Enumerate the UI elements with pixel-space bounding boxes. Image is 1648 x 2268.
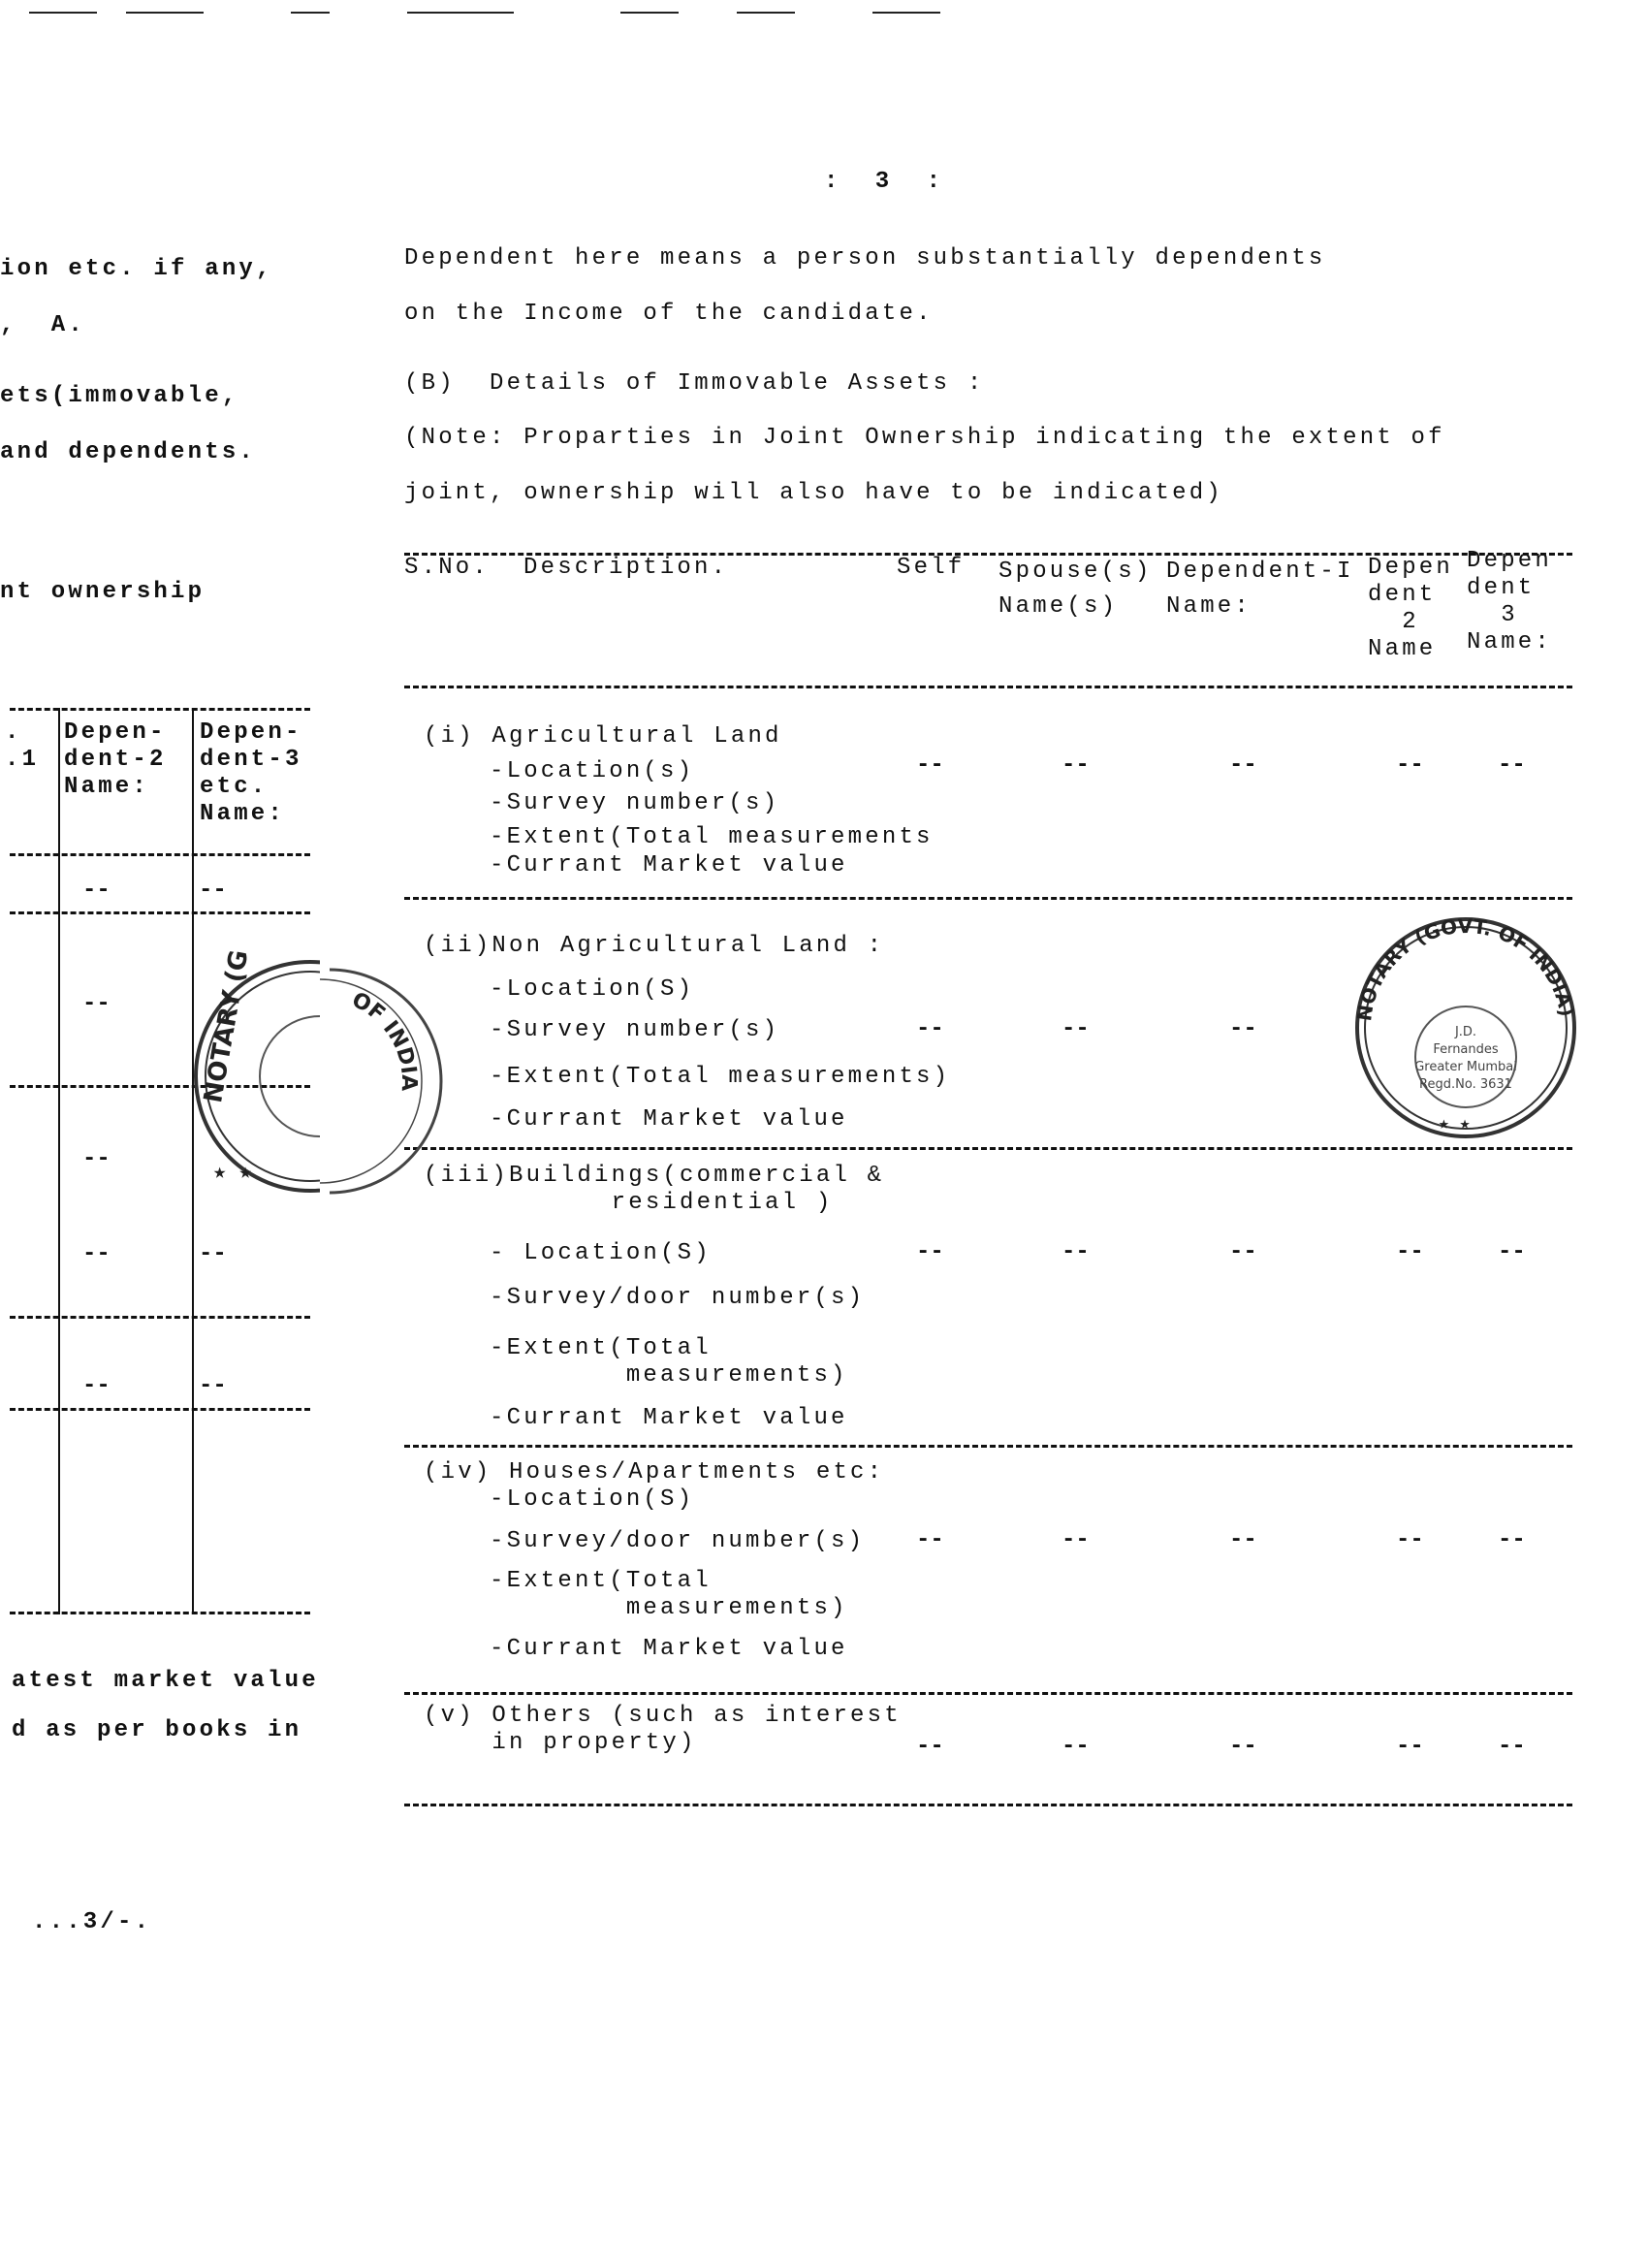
empty-value: -- <box>199 1373 227 1399</box>
left-footer-line: atest market value <box>12 1668 319 1694</box>
scan-line <box>737 12 795 14</box>
empty-value: -- <box>1062 1527 1090 1553</box>
stamp-ring-text: NOTARY (GOVT. OF INDIA) <box>1352 913 1579 1023</box>
empty-value: -- <box>82 878 111 904</box>
note-line: joint, ownership will also have to be indicated) <box>404 480 1223 506</box>
svg-text:Greater Mumbai: Greater Mumbai <box>1414 1060 1517 1074</box>
row-divider <box>404 897 1572 900</box>
section-title: (iii)Buildings(commercial & residential ) <box>424 1163 885 1216</box>
section-item: -Currant Market value <box>490 1636 848 1662</box>
section-item: -Extent(Total measurements) <box>490 1335 848 1389</box>
left-table-divider <box>10 853 310 856</box>
empty-value: -- <box>1062 1239 1090 1265</box>
section-title: (B) Details of Immovable Assets : <box>404 370 985 397</box>
intro-line: Dependent here means a person substantially dependents <box>404 245 1326 272</box>
empty-value: -- <box>1229 1239 1257 1265</box>
header-sno: S.No. <box>404 555 491 581</box>
section-title: (ii)Non Agricultural Land : <box>424 933 885 959</box>
page-continuation: ...3/-. <box>32 1909 152 1935</box>
left-table-divider <box>10 708 310 711</box>
section-item: -Currant Market value <box>490 1106 848 1133</box>
empty-value: -- <box>1396 1734 1424 1760</box>
empty-value: -- <box>916 1734 944 1760</box>
empty-value: -- <box>1396 1527 1424 1553</box>
section-item: -Location(s) <box>490 758 695 784</box>
section-item: -Extent(Total measurements) <box>490 1064 951 1090</box>
empty-value: -- <box>1396 752 1424 779</box>
empty-value: -- <box>1229 1527 1257 1553</box>
empty-value: -- <box>1229 1734 1257 1760</box>
left-table-column-line <box>58 708 60 1614</box>
empty-value: -- <box>82 1373 111 1399</box>
empty-value: -- <box>916 752 944 779</box>
left-text-line: nt ownership <box>0 579 206 605</box>
left-table-divider <box>10 1612 310 1614</box>
left-table-header: Depen- dent-3 etc. Name: <box>200 719 302 827</box>
empty-value: -- <box>916 1527 944 1553</box>
svg-text:NOTARY (G: NOTARY (G <box>199 947 255 1105</box>
svg-text:Fernandes: Fernandes <box>1433 1042 1499 1057</box>
svg-text:Regd.No. 3631: Regd.No. 3631 <box>1419 1077 1512 1092</box>
empty-value: -- <box>1498 1734 1526 1760</box>
scan-line <box>29 12 97 14</box>
empty-value: -- <box>1229 1016 1257 1042</box>
svg-text:★ ★: ★ ★ <box>213 1161 252 1185</box>
empty-value: -- <box>1498 1527 1526 1553</box>
row-divider <box>404 1692 1572 1695</box>
row-divider <box>404 1147 1572 1150</box>
scan-line <box>872 12 940 14</box>
header-dependent-3: Depen dent 3 Name: <box>1467 548 1553 655</box>
svg-text:OF INDIA: OF INDIA <box>347 987 422 1092</box>
left-text-line: , A. <box>0 312 86 338</box>
empty-value: -- <box>1062 752 1090 779</box>
svg-text:J.D.: J.D. <box>1454 1025 1477 1039</box>
table-header-rule <box>404 686 1572 688</box>
left-table-header: Depen- dent-2 Name: <box>64 719 167 800</box>
empty-value: -- <box>199 1241 227 1267</box>
row-divider <box>404 1445 1572 1448</box>
note-line: (Note: Proparties in Joint Ownership indicating the extent of <box>404 425 1445 451</box>
empty-value: -- <box>916 1239 944 1265</box>
page-number: : 3 : <box>824 169 944 195</box>
header-spouse: Spouse(s) Name(s) <box>998 559 1153 620</box>
notary-stamp-right <box>1349 911 1582 1144</box>
header-dependent-2: Depen dent 2 Name <box>1368 555 1454 662</box>
left-table-divider <box>10 1408 310 1411</box>
left-table-divider <box>10 911 310 914</box>
notary-stamp-left <box>184 945 320 1217</box>
section-item: - Location(S) <box>490 1240 712 1266</box>
left-table-divider <box>10 1316 310 1319</box>
empty-value: -- <box>199 878 227 904</box>
row-divider <box>404 1804 1572 1806</box>
empty-value: -- <box>1396 1239 1424 1265</box>
section-title: (v) Others (such as interest in property) <box>424 1703 902 1756</box>
left-text-line: ion etc. if any, <box>0 256 273 282</box>
left-text-line: and dependents. <box>0 439 257 465</box>
empty-value: -- <box>82 1241 111 1267</box>
header-self: Self <box>897 555 966 581</box>
section-item: -Location(S) <box>490 976 695 1003</box>
empty-value: -- <box>916 1016 944 1042</box>
empty-value: -- <box>1498 1239 1526 1265</box>
section-item: -Survey number(s) <box>490 790 780 816</box>
scan-line <box>407 12 514 14</box>
empty-value: -- <box>82 991 111 1017</box>
scan-line <box>291 12 330 14</box>
empty-value: -- <box>82 1146 111 1172</box>
left-text-line: ets(immovable, <box>0 383 239 409</box>
intro-line: on the Income of the candidate. <box>404 301 934 327</box>
scan-line <box>620 12 679 14</box>
scan-line <box>126 12 204 14</box>
empty-value: -- <box>1498 752 1526 779</box>
notary-stamp-outline <box>310 955 504 1207</box>
header-description: Description. <box>523 555 729 581</box>
section-title: (iv) Houses/Apartments etc: <box>424 1459 885 1485</box>
empty-value: -- <box>1062 1016 1090 1042</box>
section-item: -Extent(Total measurements) <box>490 1568 848 1621</box>
left-footer-line: d as per books in <box>12 1717 302 1743</box>
header-dependent-1: Dependent-I Name: <box>1166 559 1354 620</box>
left-table-header: . .1 <box>5 719 40 773</box>
section-item: -Currant Market value <box>490 852 848 878</box>
section-item: -Survey/door number(s) <box>490 1528 866 1554</box>
svg-text:★ ★: ★ ★ <box>1439 1115 1471 1134</box>
section-item: -Survey number(s) <box>490 1017 780 1043</box>
section-item: -Extent(Total measurements <box>490 824 934 850</box>
empty-value: -- <box>1062 1734 1090 1760</box>
section-item: -Survey/door number(s) <box>490 1285 866 1311</box>
section-title: (i) Agricultural Land <box>424 723 782 750</box>
section-item: -Location(S) <box>490 1486 695 1513</box>
section-item: -Currant Market value <box>490 1405 848 1431</box>
empty-value: -- <box>1229 752 1257 779</box>
